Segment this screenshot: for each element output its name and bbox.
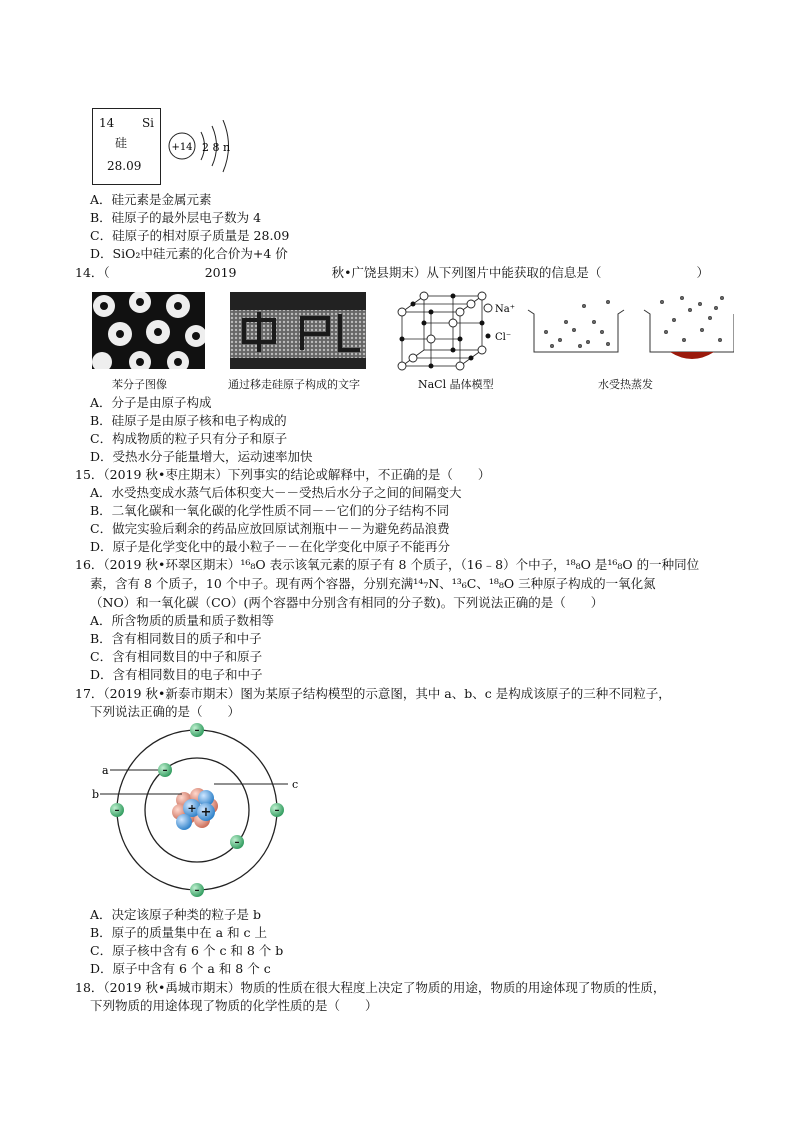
q16-stem-line3: （NO）和一氧化碳（CO）(两个容器中分别含有相同的分子数)。下列说法正确的是（ ）: [90, 595, 604, 610]
q15-option-c: C．做完实验后剩余的药品应放回原试剂瓶中－－为避免药品浪费: [90, 521, 450, 536]
q15-option-b: B．二氧化碳和一氧化碳的化学性质不同－－它们的分子结构不同: [90, 503, 450, 518]
q13-option-d: D．SiO₂中硅元素的化合价为+4 价: [90, 246, 288, 261]
q15-option-a: A．水受热变成水蒸气后体积变大－－受热后水分子之间的间隔变大: [90, 485, 462, 500]
svg-text:–: –: [114, 805, 120, 816]
electron-shells: 2 8 n: [202, 141, 231, 154]
element-symbol: Si: [141, 116, 154, 130]
heat-source-icon: [670, 352, 714, 359]
element-name: 硅: [115, 136, 128, 150]
label-a: a: [102, 764, 109, 777]
q17-option-c: C．原子核中含有 6 个 c 和 8 个 b: [90, 943, 284, 958]
label-na-ion: Na⁺: [495, 304, 515, 315]
silicon-atom-structure: [165, 120, 245, 176]
caption-silicon-text: 通过移走硅原子构成的文字: [228, 378, 360, 391]
label-c: c: [292, 778, 299, 791]
q14-option-d: D．受热水分子能量增大，运动速率加快: [90, 449, 313, 464]
q15-stem: 15．（2019 秋•枣庄期末）下列事实的结论或解释中，不正确的是（ ）: [75, 467, 491, 482]
svg-text:–: –: [162, 765, 168, 776]
silicon-element-card: [92, 108, 161, 185]
q14-stem: 14．（ 2019 秋•广饶县期末）从下列图片中能获取的信息是（ ）: [75, 265, 709, 280]
q17-stem-line1: 17．（2019 秋•新泰市期末）图为某原子结构模型的示意图，其中 a、b、c 是构成该原子的三种不同粒子，: [75, 686, 671, 701]
caption-nacl: NaCl 晶体模型: [418, 378, 494, 391]
q16-stem-line1: 16．（2019 秋•环翠区期末）¹⁶₈O 表示该氧元素的原子有 8 个质子，（16﹣8）个中子，¹⁸₈O 是¹⁶₈O 的一种同位: [75, 557, 700, 572]
atomic-number: 14: [99, 116, 115, 130]
q13-option-c: C．硅原子的相对原子质量是 28.09: [90, 228, 290, 243]
q16-option-a: A．所含物质的质量和质子数相等: [90, 613, 275, 628]
svg-text:+: +: [200, 805, 212, 820]
water-evaporation-diagram: [524, 292, 734, 374]
q14-option-b: B．硅原子是由原子核和电子构成的: [90, 413, 287, 428]
svg-text:–: –: [234, 837, 240, 848]
svg-text:+: +: [187, 802, 197, 815]
atom-structure-model: [92, 720, 312, 900]
q17-option-a: A．决定该原子种类的粒子是 b: [90, 907, 262, 922]
svg-text:–: –: [194, 725, 200, 736]
caption-water: 水受热蒸发: [598, 378, 653, 391]
q13-option-a: A．硅元素是金属元素: [90, 192, 212, 207]
silicon-text-image: [230, 292, 366, 369]
q14-option-c: C．构成物质的粒子只有分子和原子: [90, 431, 288, 446]
q16-option-c: C．含有相同数目的中子和原子: [90, 649, 263, 664]
q16-option-d: D．含有相同数目的电子和中子: [90, 667, 263, 682]
benzene-molecule-image: [92, 292, 205, 369]
label-cl-ion: Cl⁻: [495, 332, 512, 343]
nucleus-charge: +14: [171, 142, 193, 153]
q15-option-d: D．原子是化学变化中的最小粒子－－在化学变化中原子不能再分: [90, 539, 451, 554]
svg-text:–: –: [274, 805, 280, 816]
svg-text:–: –: [194, 885, 200, 896]
q13-option-b: B．硅原子的最外层电子数为 4: [90, 210, 262, 225]
q17-option-b: B．原子的质量集中在 a 和 c 上: [90, 925, 268, 940]
q17-stem-line2: 下列说法正确的是（ ）: [90, 704, 241, 719]
q14-option-a: A．分子是由原子构成: [90, 395, 212, 410]
q17-option-d: D．原子中含有 6 个 a 和 8 个 c: [90, 961, 271, 976]
q16-stem-line2: 素，含有 8 个质子，10 个中子。现有两个容器，分别充满¹⁴₇N、¹³₆C、¹⁸₈O 三种原子构成的一氧化氮: [90, 576, 656, 591]
nacl-crystal-model: [394, 290, 524, 372]
q16-option-b: B．含有相同数目的质子和中子: [90, 631, 262, 646]
caption-benzene: 苯分子图像: [112, 378, 167, 391]
label-b: b: [92, 788, 100, 801]
atomic-mass: 28.09: [107, 159, 142, 173]
q18-stem-line2: 下列物质的用途体现了物质的化学性质的是（ ）: [90, 998, 378, 1013]
q18-stem-line1: 18．（2019 秋•禹城市期末）物质的性质在很大程度上决定了物质的用途，物质的用途体现了物质的性质，: [75, 980, 666, 995]
